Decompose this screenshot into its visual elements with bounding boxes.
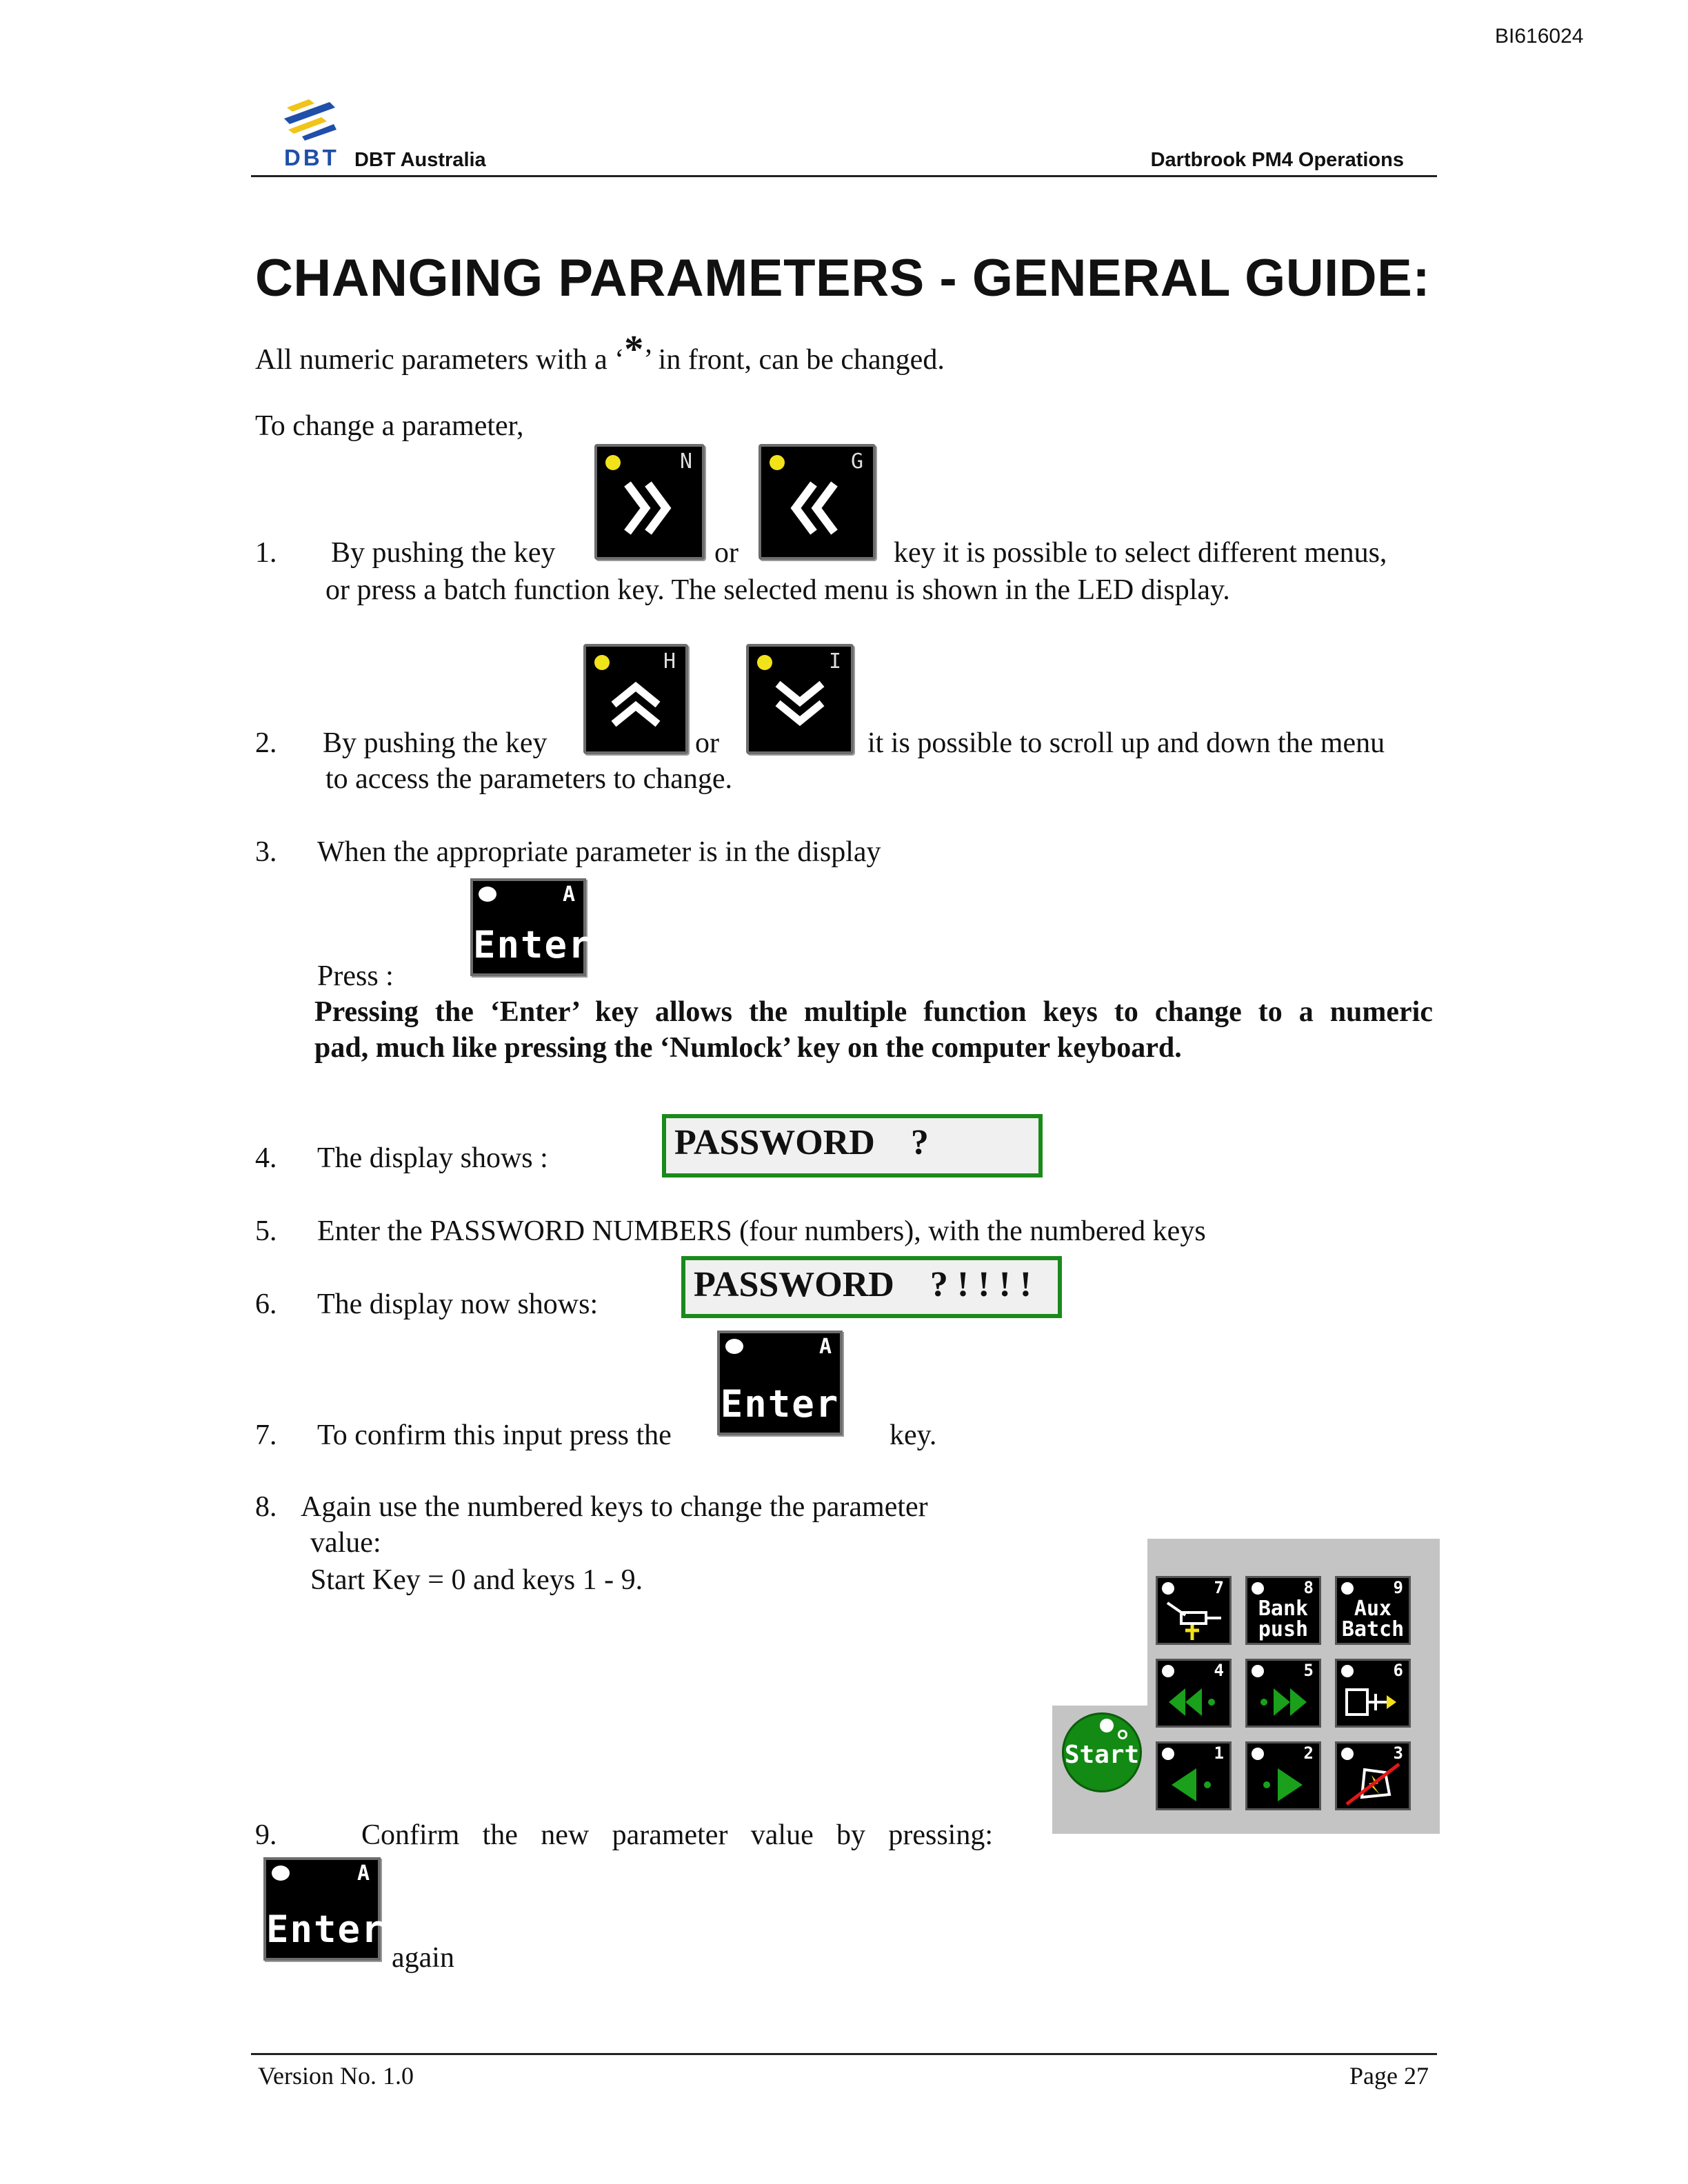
keypad-key-2 xyxy=(1245,1741,1321,1810)
keypad-key-7 xyxy=(1156,1576,1232,1645)
step-4-number: 4. xyxy=(255,1142,277,1174)
enter-key xyxy=(470,878,592,976)
step-1-or: or xyxy=(714,537,738,569)
keypad-key-9 xyxy=(1335,1576,1411,1645)
step-9-again: again xyxy=(392,1942,454,1974)
version-number: Version No. 1.0 xyxy=(258,2062,414,2090)
start-led-icon xyxy=(1100,1719,1114,1732)
key-letter: I xyxy=(828,649,841,674)
page-number: Page 27 xyxy=(1349,2062,1429,2090)
key-number: 9 xyxy=(1393,1578,1403,1597)
logo-text: DBT xyxy=(284,145,339,170)
enter-key-corner: A xyxy=(356,1861,370,1885)
step-3-text: When the appropriate parameter is in the display xyxy=(317,836,881,868)
step-9-word: the xyxy=(482,1819,518,1851)
key-led-icon xyxy=(1252,1582,1264,1595)
step-9-word: by xyxy=(836,1819,866,1851)
step-1-text-after: key it is possible to select different menus, xyxy=(894,537,1387,569)
key-letter: N xyxy=(679,449,692,474)
step-8-number: 8. xyxy=(255,1491,277,1523)
enter-key xyxy=(263,1857,385,1961)
intro-line-2: To change a parameter, xyxy=(255,410,524,442)
key-number: 5 xyxy=(1303,1661,1314,1680)
enter-key-label: Enter xyxy=(473,923,592,967)
keypad-key-6 xyxy=(1335,1659,1411,1728)
key-number: 6 xyxy=(1393,1661,1403,1680)
footer-divider xyxy=(251,2053,1437,2055)
key-led-icon xyxy=(1341,1665,1354,1677)
keypad-key-3 xyxy=(1335,1741,1411,1810)
key-number: 4 xyxy=(1214,1661,1224,1680)
step-1-number: 1. xyxy=(255,537,277,569)
keypad-key-8 xyxy=(1245,1576,1321,1645)
step-7-number: 7. xyxy=(255,1419,277,1451)
step-2-text-after: it is possible to scroll up and down the menu xyxy=(867,727,1385,759)
next-menu-key xyxy=(594,444,705,560)
keypad-key-1 xyxy=(1156,1741,1232,1810)
step-9-word: Confirm xyxy=(361,1819,460,1851)
forward-icon xyxy=(1254,1763,1316,1807)
intro-line-1 xyxy=(255,328,945,381)
step-9-number: 9. xyxy=(255,1819,277,1851)
intro-text-after: ’ in front, can be changed. xyxy=(643,344,945,376)
step-6-number: 6. xyxy=(255,1288,277,1320)
key-letter: G xyxy=(850,449,863,474)
step-8-line-2: value: xyxy=(310,1527,381,1559)
fast-forward-icon xyxy=(1254,1680,1316,1724)
key-led-icon xyxy=(1162,1582,1174,1595)
document-id: BI616024 xyxy=(1495,25,1584,48)
key-led-icon xyxy=(1252,1748,1264,1760)
enter-key-corner: A xyxy=(562,882,575,907)
key-led-icon xyxy=(1341,1582,1354,1595)
step-9-word: new xyxy=(541,1819,590,1851)
double-chevron-left-icon xyxy=(790,477,845,539)
step-7-text-after: key. xyxy=(890,1419,937,1451)
keypad-key-5 xyxy=(1245,1659,1321,1728)
step-7-text-before: To confirm this input press the xyxy=(317,1419,672,1451)
start-ring-icon xyxy=(1118,1730,1127,1739)
company-name: DBT Australia xyxy=(354,149,486,171)
step-5-text: Enter the PASSWORD NUMBERS (four numbers), with the numbered keys xyxy=(317,1215,1206,1247)
key-number: 8 xyxy=(1303,1578,1314,1597)
previous-menu-key xyxy=(758,444,876,560)
key-led-icon xyxy=(770,455,785,470)
step-9-word: pressing: xyxy=(888,1819,993,1851)
header-divider xyxy=(251,175,1437,177)
step-2-line-2: to access the parameters to change. xyxy=(325,763,733,795)
step-9-word: value xyxy=(750,1819,814,1851)
double-chevron-right-icon xyxy=(622,477,677,539)
fast-reverse-icon xyxy=(1165,1680,1227,1724)
start-key-label: Start xyxy=(1064,1741,1140,1769)
key-led-icon xyxy=(1162,1665,1174,1677)
key-number: 7 xyxy=(1214,1578,1224,1597)
cutter-tool-icon xyxy=(1165,1597,1227,1641)
enter-key-corner: A xyxy=(818,1335,832,1359)
step-8-line-1: Again use the numbered keys to change the parameter xyxy=(301,1491,928,1523)
key-led-icon xyxy=(757,655,772,670)
key-number: 1 xyxy=(1214,1743,1224,1763)
step-1-line-2: or press a batch function key. The selected menu is shown in the LED display. xyxy=(325,574,1230,606)
extend-arm-icon xyxy=(1344,1680,1406,1724)
enter-key xyxy=(717,1331,843,1435)
aux-batch-label: Aux Batch xyxy=(1341,1597,1405,1641)
step-2-or: or xyxy=(695,727,719,759)
key-led-icon xyxy=(1252,1665,1264,1677)
key-led-icon xyxy=(1162,1748,1174,1760)
intro-text-before: All numeric parameters with a ‘ xyxy=(255,344,625,376)
step-3-number: 3. xyxy=(255,836,277,868)
key-led-icon xyxy=(479,887,496,902)
step-9-word: parameter xyxy=(612,1819,728,1851)
password-display: PASSWORD ? xyxy=(662,1114,1043,1177)
step-3-bold-line-2: pad, much like pressing the ‘Numlock’ key on the computer keyboard. xyxy=(314,1032,1182,1064)
key-led-icon xyxy=(725,1339,743,1354)
step-1-text-before: By pushing the key xyxy=(331,537,556,569)
key-number: 2 xyxy=(1303,1743,1314,1763)
step-5-number: 5. xyxy=(255,1215,277,1247)
step-9-text xyxy=(361,1817,993,1854)
dbt-logo-icon xyxy=(281,94,339,142)
scroll-up-key xyxy=(583,644,688,754)
step-3-press: Press : xyxy=(317,960,394,992)
page-title: CHANGING PARAMETERS - GENERAL GUIDE: xyxy=(255,249,1431,307)
enter-key-label: Enter xyxy=(266,1908,385,1951)
double-chevron-up-icon xyxy=(610,681,665,729)
double-chevron-down-icon xyxy=(774,678,829,727)
step-2-number: 2. xyxy=(255,727,277,759)
key-led-icon xyxy=(605,455,621,470)
reverse-icon xyxy=(1165,1763,1227,1807)
disabled-bucket-icon xyxy=(1344,1763,1406,1807)
step-8-line-3: Start Key = 0 and keys 1 - 9. xyxy=(310,1564,643,1596)
password-entered-display: PASSWORD ? ! ! ! ! xyxy=(681,1256,1062,1318)
document-title: Dartbrook PM4 Operations xyxy=(1150,149,1404,171)
asterisk-symbol: * xyxy=(624,328,644,371)
key-number: 3 xyxy=(1393,1743,1403,1763)
step-3-bold-line-1: Pressing the ‘Enter’ key allows the multiple function keys to change to a numeric xyxy=(314,996,1433,1028)
key-letter: H xyxy=(663,649,676,674)
key-led-icon xyxy=(594,655,610,670)
keypad-key-4 xyxy=(1156,1659,1232,1728)
step-2-text-before: By pushing the key xyxy=(323,727,547,759)
bank-push-label: Bank push xyxy=(1258,1597,1309,1641)
enter-key-label: Enter xyxy=(720,1382,840,1426)
key-led-icon xyxy=(272,1866,290,1881)
start-key xyxy=(1062,1712,1142,1792)
step-4-text: The display shows : xyxy=(317,1142,548,1174)
key-led-icon xyxy=(1341,1748,1354,1760)
scroll-down-key xyxy=(746,644,854,754)
step-6-text: The display now shows: xyxy=(317,1288,599,1320)
